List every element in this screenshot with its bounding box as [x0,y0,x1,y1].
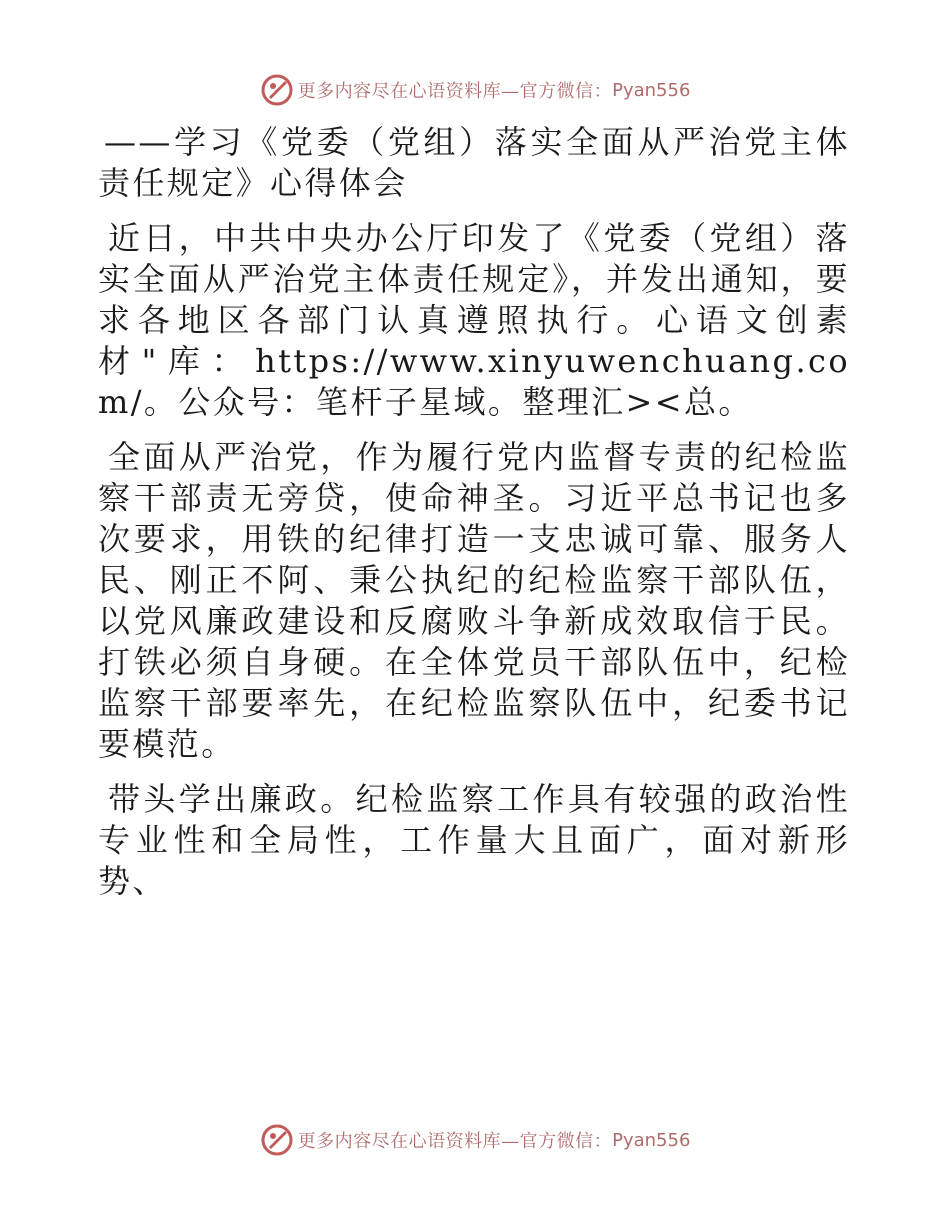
footer-watermark-banner [0,1120,950,1160]
document-body [98,122,850,916]
paragraph-2: 全面从严治党，作为履行党内监督专责的纪检监察干部责无旁贷，使命神圣。习近平总书记也多次要求，用铁的纪律打造一支忠诚可靠、服务人民、刚正不阿、秉公执纪的纪检监察干部队伍，以党风廉政建设和反腐败斗争新成效取信于民。打铁必须自身硬。在全体党员干部队伍中，纪检监察干部要率先，在纪检监察队伍中，纪委书记要模范。 [98,438,850,763]
paragraph-1: 近日，中共中央办公厅印发了《党委（党组）落实全面从严治党主体责任规定》，并发出通知，要求各地区各部门认真遵照执行。心语文创素材"库：https://www.xinyuwenchuang.com/。公众号：笔杆子星域。整理汇><总。 [98,219,850,421]
watermark-logo-icon [260,73,294,107]
footer-banner-text: 更多内容尽在心语资料库—官方微信： [297,1131,613,1152]
header-banner-wechat-id: Pyan556 [612,79,691,101]
paragraph-3: 带头学出廉政。纪检监察工作具有较强的政治性专业性和全局性，工作量大且面广，面对新形势、 [98,780,850,900]
header-banner-text: 更多内容尽在心语资料库—官方微信： [297,81,613,102]
header-watermark-banner [0,70,950,110]
document-subtitle: ——学习《党委（党组）落实全面从严治党主体责任规定》心得体会 [98,123,850,202]
footer-banner-wechat-id: Pyan556 [612,1129,691,1151]
watermark-logo-icon [260,1123,294,1157]
